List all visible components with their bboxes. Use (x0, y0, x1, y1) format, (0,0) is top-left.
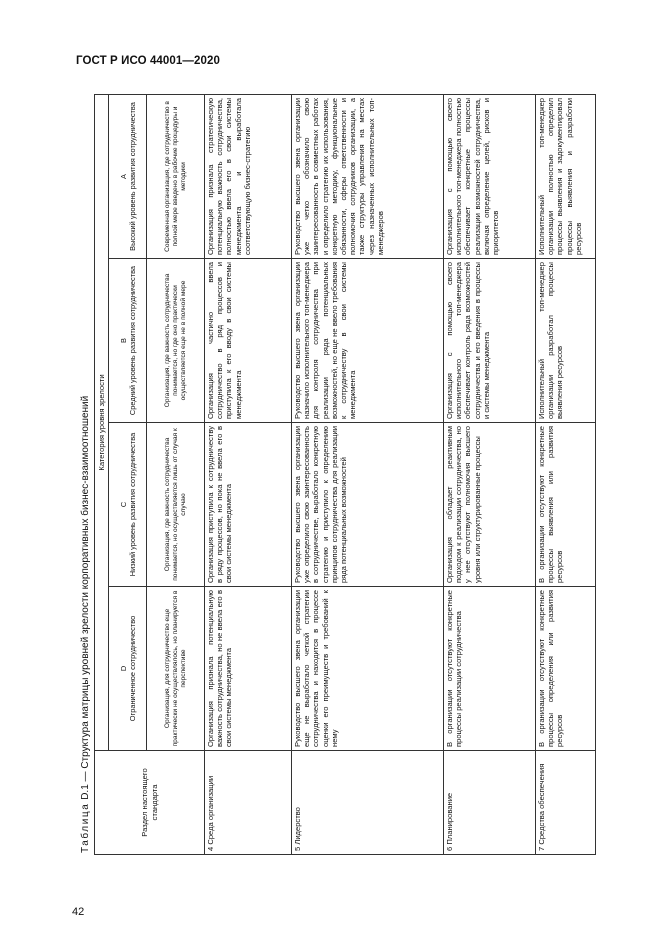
table-cell: Организация обладает реактивным подходом к реализации сотрудничества, но у нее отсутствуют полномочия высшего уровня или структурированные процессы (444, 423, 536, 587)
table-cell: Организация признала стратегическую потенциальную важность сотрудничества, полностью ввела его в свои системы менеджмента и выработала соответствующую бизнес-стратегию (205, 94, 292, 258)
table-cell: Руководство высшего звена организации уже четко обозначило свою заинтересованность в совместных работах и определило стратегию их использования, конкретную методику, функциональные обязанности, сферы ответственности и полномочия сотрудников организации, а также структуры управления на местах через назначенных исполнительных топ-менеджеров (292, 94, 444, 258)
table-cell: Исполнительный топ-менеджер организации разработал процессы выявления ресурсов (536, 259, 596, 423)
table-cell: Организация приступила к сотрудничеству в ряду процессов, но пока не ввела его в свои системы менеджмента (205, 423, 292, 587)
section-cell: 4 Среда организации (205, 751, 292, 855)
level-b-description: Организация, где важность сотрудничества понимается, но где оно практически осуществляется еще не в полной мере (147, 259, 205, 423)
level-d-description: Организация, для сотрудничество еще практически не осуществлялось, но планируется в перспективе (147, 587, 205, 751)
table-caption-title: D.1 — Структура матрицы уровней зрелости корпоративных бизнес-взаимоотношений (80, 395, 91, 800)
section-cell: 5 Лидерство (292, 751, 444, 855)
table-cell: В организации отсутствуют конкретные процессы реализации сотрудничества (444, 587, 536, 751)
table-row (444, 94, 536, 854)
level-c-header: C Низкий уровень развития сотрудничества (109, 423, 147, 587)
table-cell: В организации отсутствуют конкретные процессы определения или развития ресурсов (536, 587, 596, 751)
level-b-header: B Средний уровень развития сотрудничества (109, 259, 147, 423)
page-number: 42 (72, 906, 85, 918)
table-caption (80, 95, 94, 853)
table-cell: Руководство высшего звена организации назначило исполнительного топ-менеджера для контроля сотрудничества при реализации ряда потенциальных возможностей, но еще не ввело требования к сотрудничеству в свои системы менеджмента (292, 259, 444, 423)
level-a-header: A Высокий уровень развития сотрудничества (109, 94, 147, 258)
table-cell: В организации отсутствуют конкретные процессы выявления или развития ресурсов (536, 423, 596, 587)
maturity-category-header: Категория уровня зрелости (95, 94, 109, 750)
table-cell: Организация с помощью своего исполнительного топ-менеджера полностью обеспечивает конкретные процессы реализации возможностей сотрудничества, включая определение целей, рисков и приоритетов (444, 94, 536, 258)
level-d-header: D Ограниченное сотрудничество (109, 587, 147, 751)
table-cell: Руководство высшего звена организации еще не выработало четкой стратегии сотрудничества и находится в процессе оценки его преимуществ и требований к нему (292, 587, 444, 751)
table-cell: Руководство высшего звена организации уже определило свою заинтересованность в сотрудничестве, выработало конкретную стратегию и приступило к определению принципов сотрудничества для реализации ряда потенциальных возможностей (292, 423, 444, 587)
table-row (536, 94, 596, 854)
table-cell: Исполнительный топ-менеджер организации полностью определил процессы выявления и задокументировал процессы выявления и разработки ресурсов (536, 94, 596, 258)
table-row (205, 94, 292, 854)
table-cell: Организация с помощью своего исполнительного топ-менеджера обеспечивает контроль ряда возможностей сотрудничества и его введения в процессы и системы менеджмента (444, 259, 536, 423)
table-caption-prefix: Таблица (80, 802, 91, 853)
table-cell: Организация признала потенциальную важность сотрудничества, но не ввела его в свои системы менеджмента (205, 587, 292, 751)
level-a-description: Современная организация, где сотрудничество в полной мере введено в рабочие процедуры и методики (147, 94, 205, 258)
section-cell: 7 Средства обеспечения (536, 751, 596, 855)
table-row (292, 94, 444, 854)
level-c-description: Организация, где важность сотрудничества понимается, но осуществляется лишь от случая к случаю (147, 423, 205, 587)
section-cell: 6 Планирование (444, 751, 536, 855)
rotated-table-page (80, 95, 590, 855)
document-header: ГОСТ Р ИСО 44001—2020 (76, 55, 221, 67)
table-cell: Организация частично ввела сотрудничество в ряд процессов и приступила к его вводу в свои системы менеджмента (205, 259, 292, 423)
maturity-matrix-table (94, 94, 596, 855)
section-column-header: Раздел настоящего стандарта (95, 751, 205, 855)
